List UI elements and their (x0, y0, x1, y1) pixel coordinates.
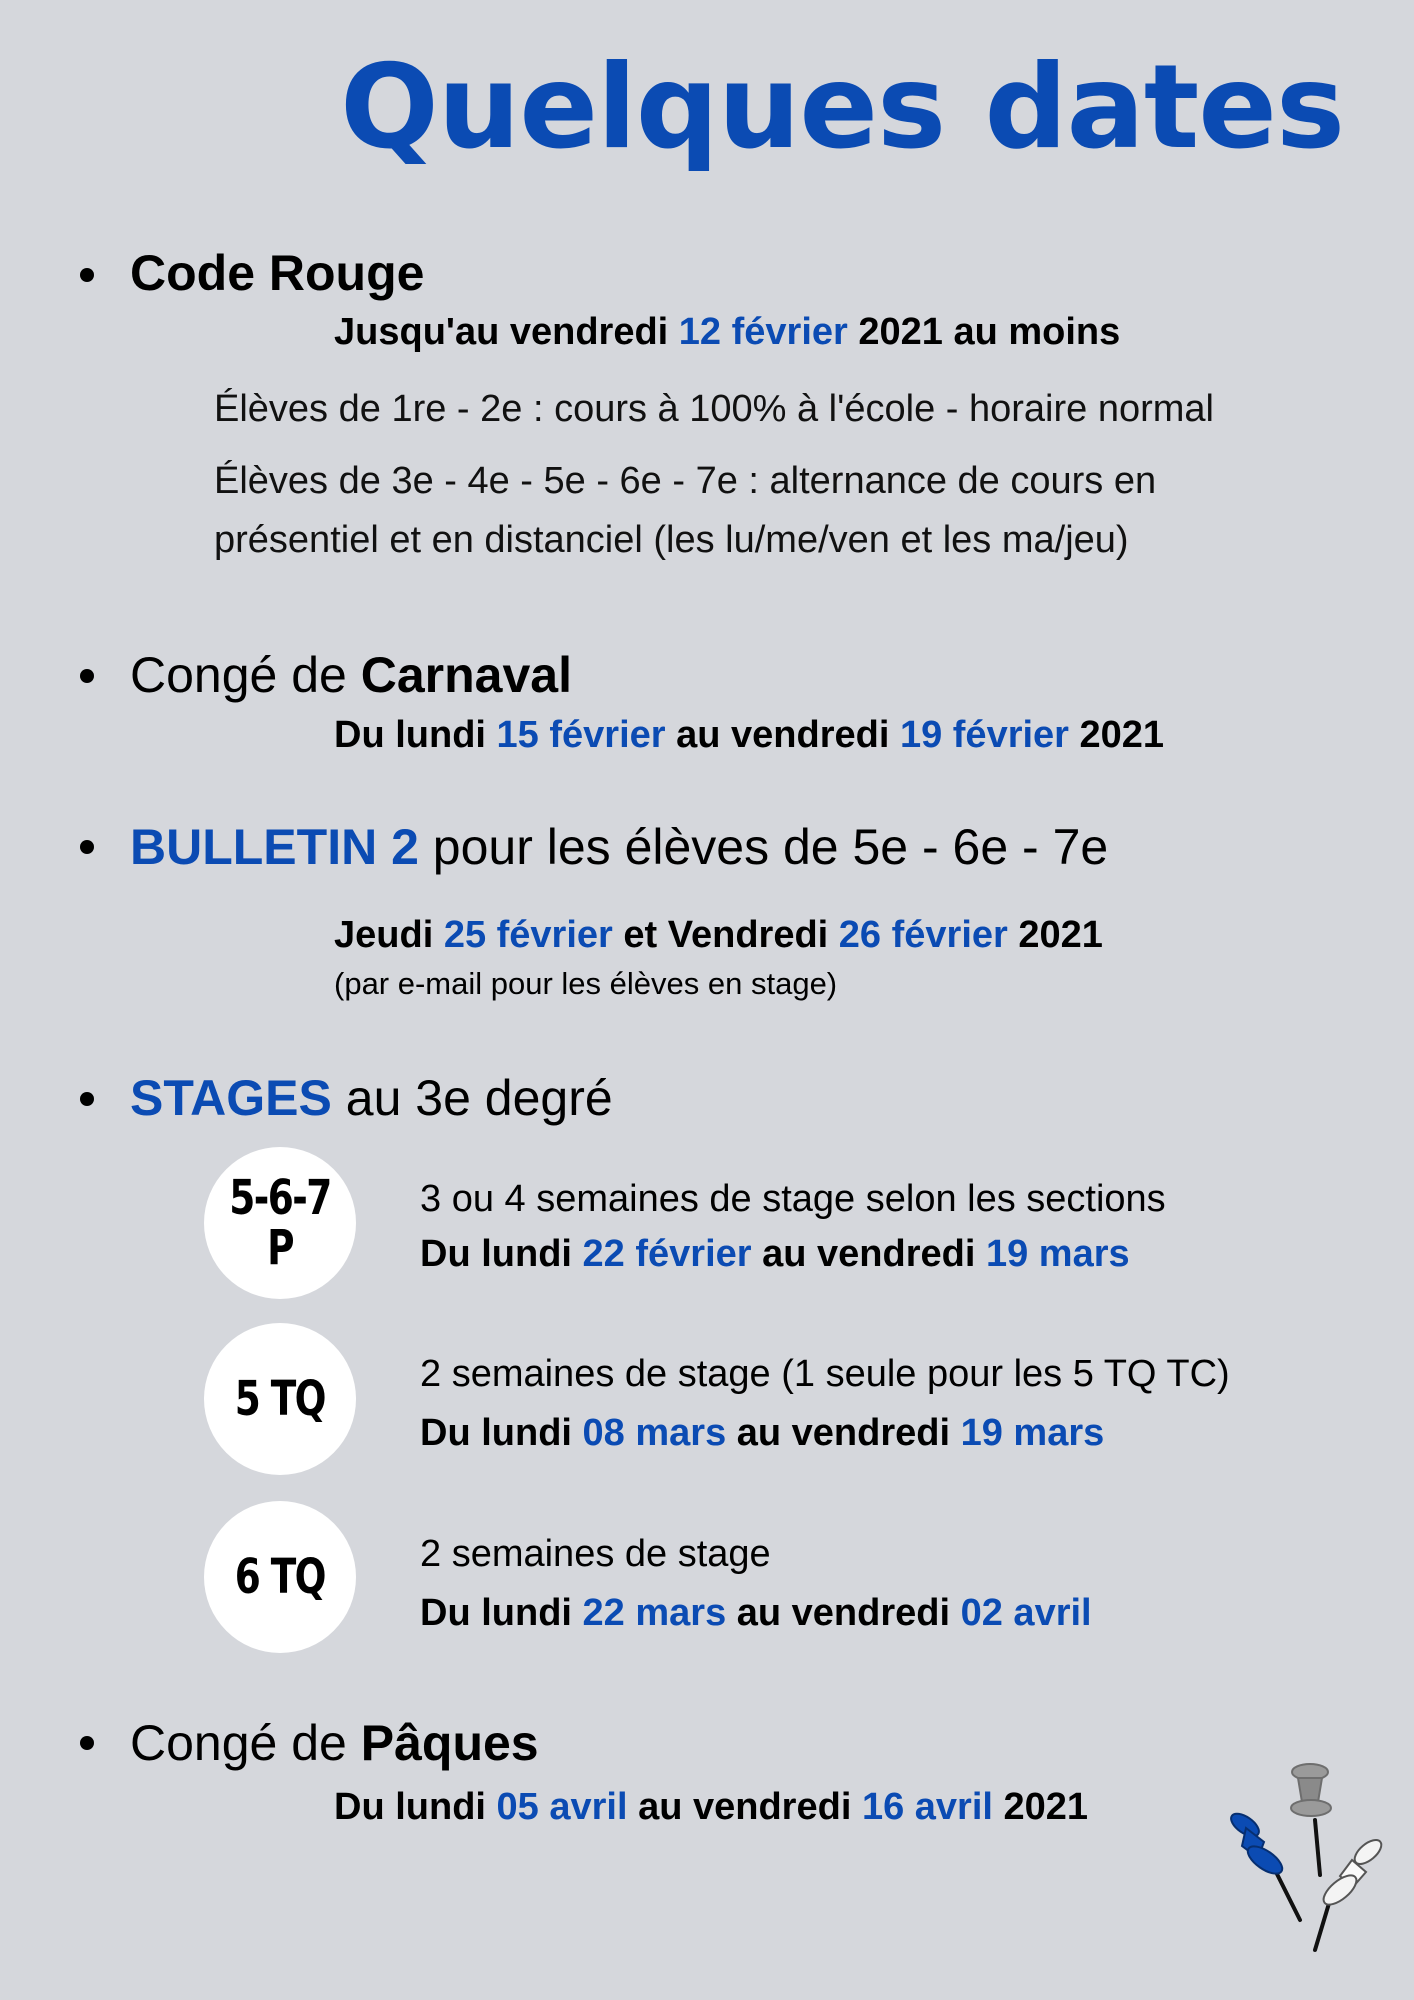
code-rouge-line-1: Élèves de 1re - 2e : cours à 100% à l'école - horaire normal (214, 388, 1214, 430)
bullet-bulletin (80, 840, 94, 854)
page-title: Quelques dates (340, 40, 1344, 175)
heading-bulletin: BULLETIN 2 pour les élèves de 5e - 6e - 7e (130, 819, 1109, 875)
bullet-paques (80, 1736, 94, 1750)
date-carnaval: Du lundi 15 février au vendredi 19 février 2021 (334, 714, 1165, 756)
stage-3-desc: 2 semaines de stage (420, 1533, 771, 1575)
stage-3-date: Du lundi 22 mars au vendredi 02 avril (420, 1592, 1092, 1634)
stage-2-date: Du lundi 08 mars au vendredi 19 mars (420, 1412, 1105, 1454)
heading-carnaval: Congé de Carnaval (130, 647, 572, 703)
bulletin-note: (par e-mail pour les élèves en stage) (334, 966, 838, 1001)
date-bulletin: Jeudi 25 février et Vendredi 26 février 2021 (334, 914, 1103, 956)
badge-5tq: 5 TQ (204, 1323, 356, 1475)
date-paques: Du lundi 05 avril au vendredi 16 avril 2021 (334, 1786, 1089, 1828)
heading-code-rouge: Code Rouge (130, 245, 425, 301)
heading-stages: STAGES au 3e degré (130, 1070, 613, 1126)
bullet-stages (80, 1092, 94, 1106)
stage-2-desc: 2 semaines de stage (1 seule pour les 5 TQ TC) (420, 1353, 1230, 1395)
stage-1-date: Du lundi 22 février au vendredi 19 mars (420, 1233, 1130, 1275)
code-rouge-line-2: Élèves de 3e - 4e - 5e - 6e - 7e : alternance de cours en (214, 460, 1157, 502)
date-code-rouge: Jusqu'au vendredi 12 février 2021 au moins (334, 311, 1121, 353)
push-pins-icon (1220, 1760, 1400, 1960)
badge-567p: 5-6-7 P (204, 1147, 356, 1299)
stage-1-desc: 3 ou 4 semaines de stage selon les sections (420, 1178, 1166, 1220)
badge-6tq: 6 TQ (204, 1501, 356, 1653)
code-rouge-line-3: présentiel et en distanciel (les lu/me/ven et les ma/jeu) (214, 519, 1129, 561)
bullet-code-rouge (80, 268, 94, 282)
heading-paques: Congé de Pâques (130, 1715, 539, 1771)
bullet-carnaval (80, 669, 94, 683)
